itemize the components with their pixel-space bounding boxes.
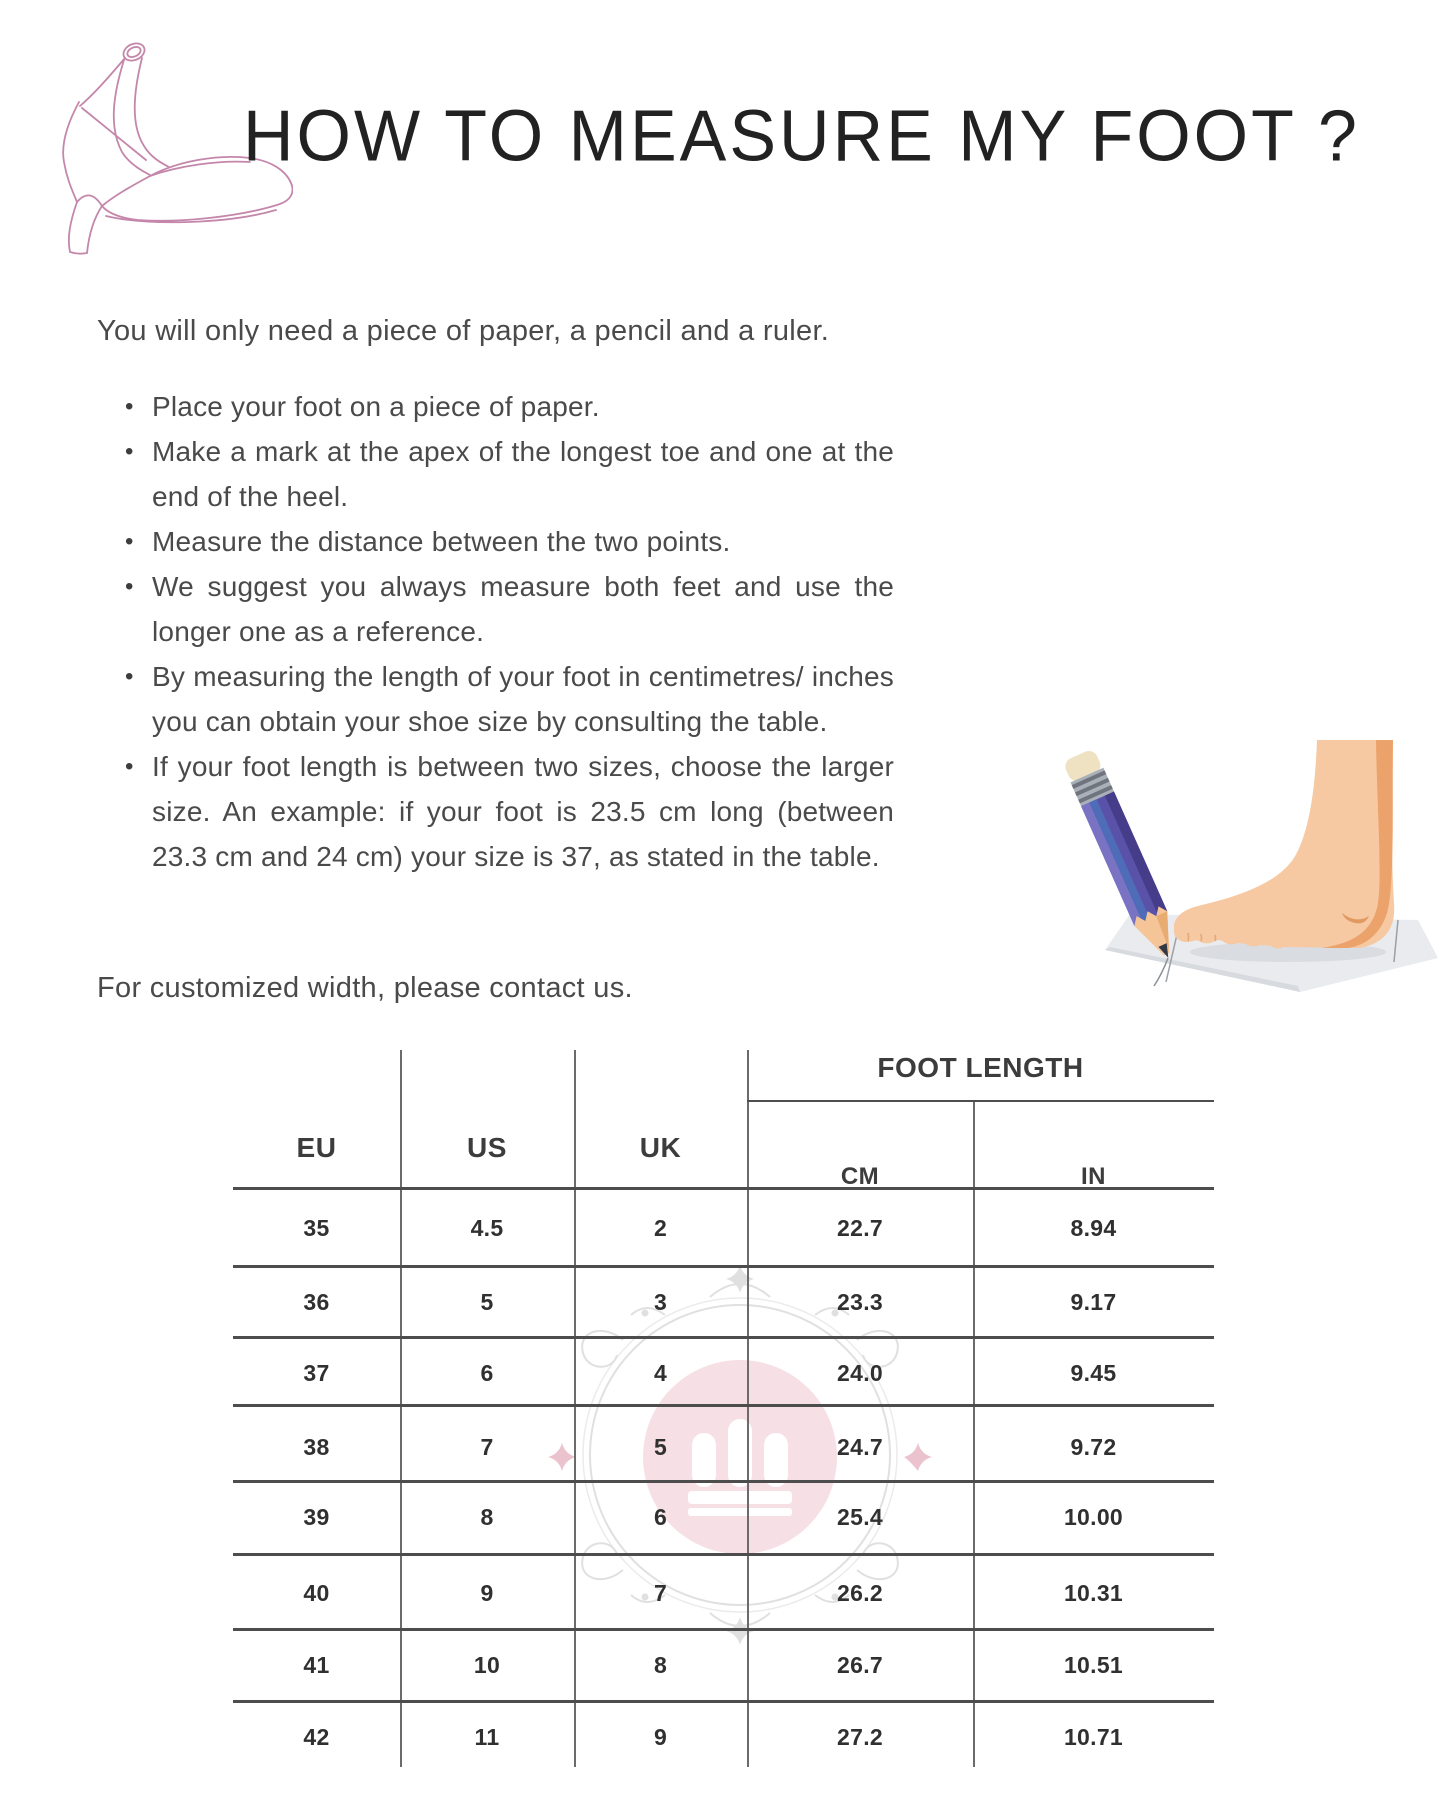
column-header-in: IN [1081,1163,1106,1190]
cell-uk: 2 [653,1215,668,1241]
column-header-foot-length: FOOT LENGTH [877,1052,1084,1083]
cell-eu: 36 [303,1289,330,1315]
cell-cm: 24.7 [837,1434,883,1460]
cell-uk: 7 [653,1580,668,1606]
cell-in: 9.72 [1070,1434,1117,1460]
table-row [233,1355,1214,1391]
table-divider [233,1628,1214,1631]
cell-in: 10.71 [1063,1724,1124,1750]
cell-cm: 27.2 [837,1724,883,1750]
cell-us: 4.5 [470,1215,504,1241]
cell-eu: 37 [303,1360,330,1386]
table-divider [233,1480,1214,1483]
table-row [233,1575,1214,1611]
foot-measuring-illustration [1060,700,1445,992]
table-row [233,1719,1214,1755]
table-row [233,1284,1214,1320]
cell-uk: 9 [653,1724,668,1750]
cell-cm: 26.2 [837,1580,883,1606]
instruction-item: • We suggest you always measure both feet and use the longer one as a reference. [122,564,894,654]
instruction-list [122,384,894,879]
foot [1174,740,1394,948]
table-divider [233,1336,1214,1339]
cell-in: 9.45 [1070,1360,1117,1386]
instruction-item: • If your foot length is between two sizes, choose the larger size. An example: if your foot is 23.5 cm long (between 23.3 cm and 24 cm) your size is 37, as stated in the table. [122,744,894,879]
column-header-us: US [467,1132,507,1163]
table-row [233,1499,1214,1535]
cell-in: 10.00 [1063,1504,1124,1530]
cell-eu: 35 [303,1215,330,1241]
cell-cm: 22.7 [837,1215,883,1241]
instruction-item: • Make a mark at the apex of the longest toe and one at the end of the heel. [122,429,894,519]
table-divider [233,1404,1214,1407]
contact-note: For customized width, please contact us. [97,972,633,1004]
cell-cm: 24.0 [837,1360,883,1386]
cell-cm: 25.4 [837,1504,883,1530]
cell-us: 8 [480,1504,494,1530]
cell-eu: 38 [303,1434,330,1460]
instruction-item: • By measuring the length of your foot in centimetres/ inches you can obtain your shoe size by consulting the table. [122,654,894,744]
cell-eu: 40 [303,1580,330,1606]
cell-in: 8.94 [1070,1215,1117,1241]
instruction-item: • Measure the distance between the two points. [122,519,894,564]
cell-us: 7 [480,1434,494,1460]
table-row [233,1429,1214,1465]
table-row [233,1647,1214,1683]
cell-in: 10.31 [1063,1580,1124,1606]
cell-us: 6 [480,1360,494,1386]
page-title: HOW TO MEASURE MY FOOT ? [243,95,1360,177]
table-divider [233,1700,1214,1703]
column-header-eu: EU [296,1132,337,1163]
cell-cm: 23.3 [837,1289,883,1315]
cell-uk: 6 [653,1504,668,1530]
cell-eu: 39 [303,1504,330,1530]
table-row [233,1210,1214,1246]
column-header-cm: CM [840,1163,880,1190]
cell-in: 10.51 [1063,1652,1124,1678]
shoe-size-table [233,1030,1214,1775]
cell-us: 9 [480,1580,494,1606]
cell-us: 11 [474,1724,500,1750]
table-divider [233,1553,1214,1556]
cell-uk: 4 [653,1360,668,1386]
cell-in: 9.17 [1070,1289,1117,1315]
cell-cm: 26.7 [837,1652,883,1678]
table-divider [233,1265,1214,1268]
cell-uk: 8 [653,1652,668,1678]
cell-us: 10 [473,1652,501,1678]
cell-uk: 5 [653,1434,668,1460]
cell-eu: 42 [303,1724,330,1750]
cell-us: 5 [480,1289,494,1315]
cell-uk: 3 [653,1289,668,1315]
column-header-uk: UK [639,1132,682,1163]
instruction-item: • Place your foot on a piece of paper. [122,384,894,429]
table-divider [747,1100,1214,1102]
intro-text: You will only need a piece of paper, a pencil and a ruler. [97,315,830,347]
cell-eu: 41 [303,1652,330,1678]
